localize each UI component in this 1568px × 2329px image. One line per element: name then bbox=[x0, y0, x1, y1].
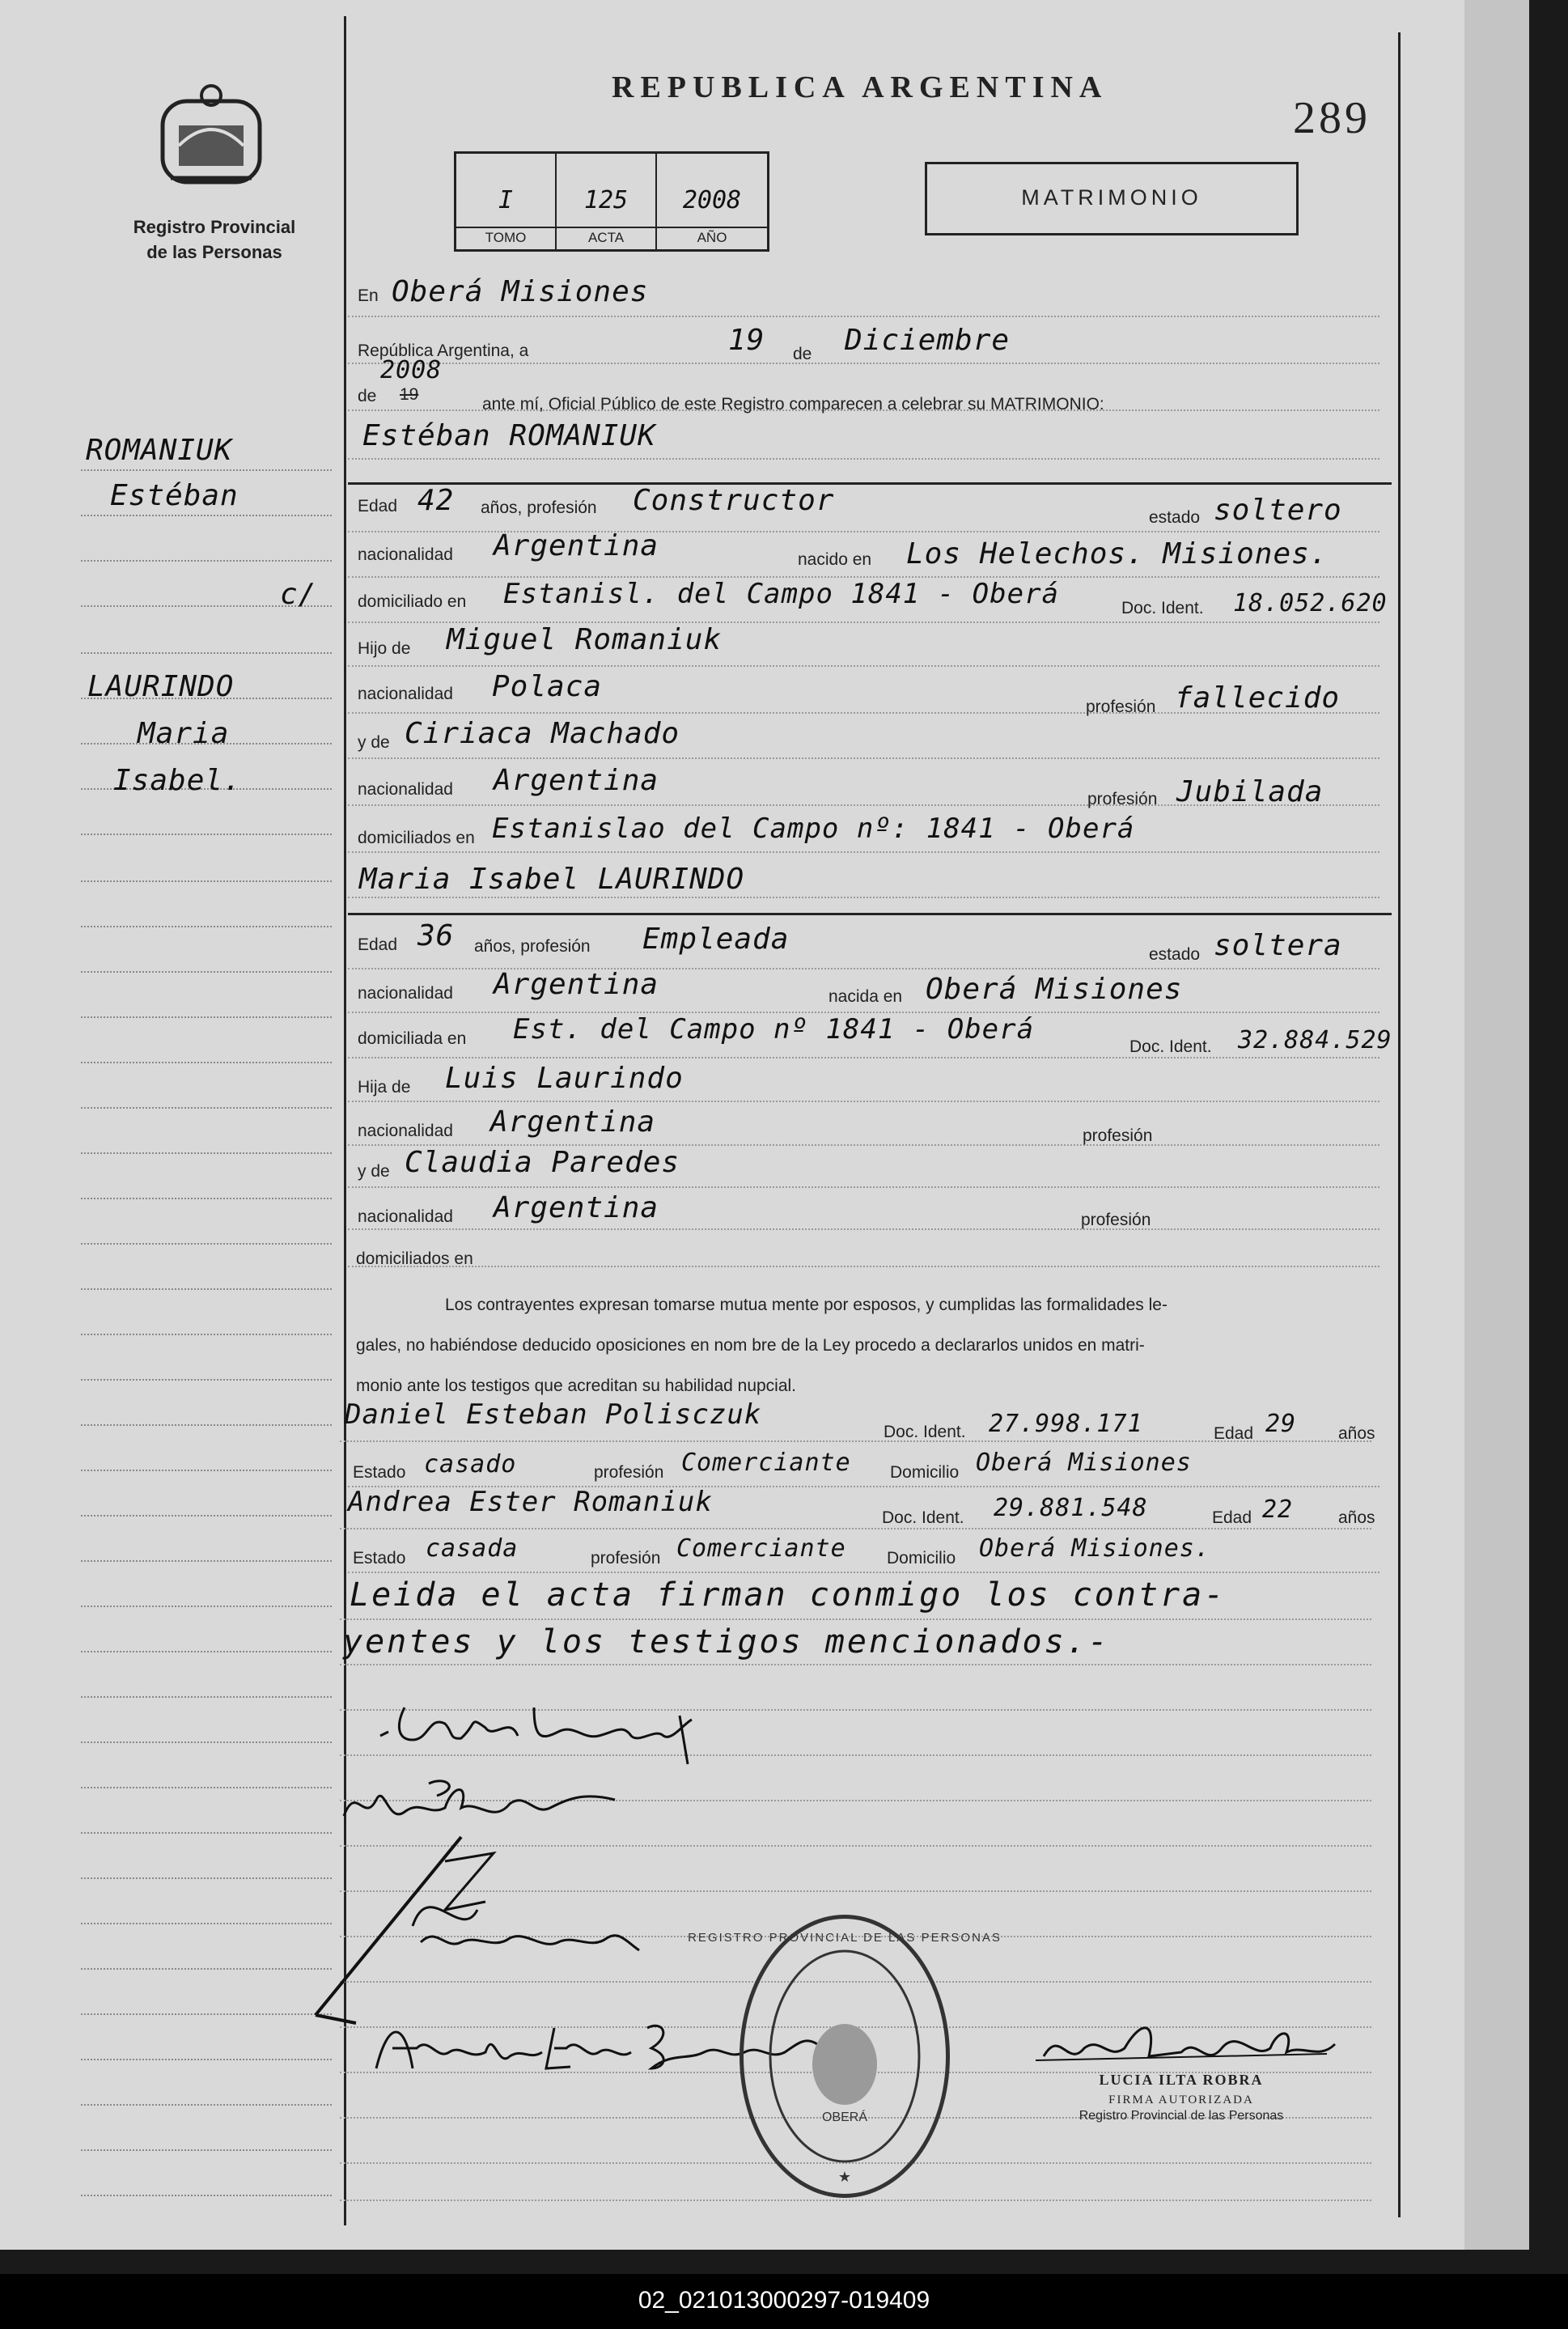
margin-rule bbox=[81, 1923, 332, 1924]
margin-rule bbox=[81, 1651, 332, 1652]
ano-cell bbox=[657, 154, 767, 249]
margin-rule bbox=[81, 1877, 332, 1879]
witness1-profesion: Comerciante bbox=[681, 1449, 851, 1477]
margin-rule bbox=[81, 1832, 332, 1834]
margin-rule bbox=[81, 1515, 332, 1517]
witness2-estado: casada bbox=[426, 1534, 519, 1563]
main-rule bbox=[340, 2200, 1371, 2201]
bride-estado-label: estado bbox=[1149, 945, 1201, 964]
official-title: FIRMA AUTORIZADA bbox=[1108, 2094, 1254, 2106]
year-struck: 19 bbox=[400, 385, 419, 404]
bride-mother: Claudia Paredes bbox=[405, 1146, 680, 1179]
groom-parents-dom: Estanislao del Campo nº: 1841 - Oberá bbox=[492, 812, 1135, 845]
registry-index-box bbox=[454, 151, 769, 252]
bride-estado: soltera bbox=[1214, 929, 1342, 962]
ceremony-month: Diciembre bbox=[845, 324, 1011, 357]
groom-yde-label: y de bbox=[358, 733, 390, 752]
groom-father: Miguel Romaniuk bbox=[447, 623, 723, 656]
bride-father-prof-label: profesión bbox=[1083, 1126, 1153, 1145]
bride-nacida: Oberá Misiones bbox=[926, 973, 1183, 1006]
ano-label: AÑO bbox=[657, 227, 767, 246]
groom-mother-prof-label: profesión bbox=[1087, 790, 1158, 808]
witness1-edad: 29 bbox=[1265, 1410, 1297, 1438]
witness1-signature bbox=[299, 1829, 655, 2023]
bride-hija-label: Hija de bbox=[358, 1078, 411, 1097]
witness2-domicilio: Oberá Misiones. bbox=[979, 1534, 1210, 1563]
act-type-box bbox=[925, 162, 1299, 235]
margin-rule bbox=[81, 1470, 332, 1471]
main-rule bbox=[348, 757, 1379, 759]
margin-rule bbox=[81, 1107, 332, 1109]
main-rule bbox=[348, 1572, 1379, 1573]
acta-value: 125 bbox=[583, 186, 629, 214]
main-rule bbox=[348, 665, 1379, 667]
witness2-profesion: Comerciante bbox=[676, 1534, 846, 1563]
margin-groom-name: Estéban bbox=[110, 479, 239, 512]
bride-mother-nac-label: nacionalidad bbox=[358, 1207, 453, 1226]
witness1-estado: casado bbox=[424, 1450, 517, 1478]
scan-id-caption: 02_021013000297-019409 bbox=[638, 2287, 930, 2314]
bride-mother-prof-label: profesión bbox=[1081, 1211, 1151, 1229]
legal-declaration bbox=[356, 1285, 1388, 1406]
main-rule bbox=[348, 1186, 1379, 1188]
bride-doc-label: Doc. Ident. bbox=[1129, 1037, 1212, 1056]
section-divider bbox=[348, 482, 1392, 485]
groom-dom-label: domiciliado en bbox=[358, 592, 467, 611]
groom-father-prof-label: profesión bbox=[1086, 698, 1156, 716]
witness2-anios-label: años bbox=[1338, 1508, 1375, 1527]
margin-rule bbox=[81, 1016, 332, 1018]
margin-rule bbox=[81, 1198, 332, 1199]
margin-rule bbox=[81, 652, 332, 654]
official-name: LUCIA ILTA ROBRA bbox=[1099, 2072, 1264, 2088]
svg-text:★: ★ bbox=[837, 2169, 852, 2185]
margin-rule bbox=[81, 1560, 332, 1562]
bride-yde-label: y de bbox=[358, 1162, 390, 1181]
margin-rule bbox=[81, 926, 332, 927]
de-label: de bbox=[793, 345, 812, 363]
witness2-dom-label: Domicilio bbox=[887, 1549, 956, 1568]
margin-rule bbox=[81, 2195, 332, 2196]
republica-label: República Argentina, a bbox=[358, 342, 529, 360]
groom-domicilio: Estanisl. del Campo 1841 - Oberá bbox=[503, 578, 1060, 610]
groom-hijo-label: Hijo de bbox=[358, 639, 411, 658]
groom-anios-label: años, profesión bbox=[481, 498, 597, 517]
bride-domicilio: Est. del Campo nº 1841 - Oberá bbox=[513, 1013, 1035, 1046]
bride-nacida-label: nacida en bbox=[828, 987, 903, 1006]
bride-father-nac-label: nacionalidad bbox=[358, 1122, 453, 1140]
margin-rule bbox=[81, 1334, 332, 1335]
groom-estado: soltero bbox=[1214, 494, 1342, 527]
margin-rule bbox=[81, 560, 332, 562]
margin-rule bbox=[81, 1696, 332, 1698]
margin-groom-surname: ROMANIUK bbox=[86, 434, 233, 467]
witness1-domicilio: Oberá Misiones bbox=[976, 1449, 1192, 1477]
main-rule bbox=[340, 1528, 1371, 1529]
groom-doc: 18.052.620 bbox=[1233, 589, 1388, 617]
margin-rule bbox=[81, 1243, 332, 1245]
bride-name: Maria Isabel LAURINDO bbox=[359, 863, 745, 896]
groom-nacionalidad: Argentina bbox=[494, 529, 659, 562]
witness1-edad-label: Edad bbox=[1214, 1424, 1254, 1443]
bride-father-nac: Argentina bbox=[490, 1105, 656, 1139]
stamp-center-text: OBERÁ bbox=[821, 2111, 868, 2124]
groom-doc-label: Doc. Ident. bbox=[1121, 599, 1204, 617]
main-rule bbox=[348, 1101, 1379, 1102]
official-signature bbox=[1036, 2012, 1343, 2077]
groom-edad: 42 bbox=[417, 484, 455, 517]
official-org: Registro Provincial de las Personas bbox=[1079, 2109, 1284, 2123]
groom-father-prof: fallecido bbox=[1175, 681, 1341, 715]
act-type-label: MATRIMONIO bbox=[1021, 185, 1202, 210]
witness2-edad-label: Edad bbox=[1212, 1508, 1252, 1527]
margin-rule bbox=[81, 1741, 332, 1743]
witness1-prof-label: profesión bbox=[594, 1463, 664, 1482]
tomo-value: I bbox=[498, 186, 514, 214]
margin-rule bbox=[81, 2013, 332, 2015]
main-rule bbox=[348, 316, 1379, 317]
groom-signature bbox=[372, 1691, 712, 1764]
bride-parents-dom-label: domiciliados en bbox=[356, 1249, 473, 1268]
declaration-line2: gales, no habiéndose deducido oposiciones en nom bre de la Ley procedo a declararlos unidos en matri- bbox=[356, 1336, 1145, 1355]
witness2-doc: 29.881.548 bbox=[994, 1494, 1148, 1522]
margin-rule bbox=[81, 515, 332, 516]
main-rule bbox=[348, 458, 1379, 460]
country-title: REPUBLICA ARGENTINA bbox=[612, 70, 1108, 104]
main-rule bbox=[340, 1618, 1371, 1620]
bride-profesion: Empleada bbox=[642, 923, 790, 956]
margin-rule bbox=[81, 2059, 332, 2060]
margin-rule bbox=[81, 2149, 332, 2151]
main-rule bbox=[348, 1228, 1379, 1230]
bride-dom-label: domiciliada en bbox=[358, 1029, 467, 1048]
margin-rule bbox=[81, 971, 332, 973]
margin-rule bbox=[81, 1288, 332, 1290]
margin-rule bbox=[81, 1606, 332, 1607]
margin-bride-name: Maria bbox=[138, 717, 230, 750]
main-rule bbox=[348, 851, 1379, 853]
groom-estado-label: estado bbox=[1149, 508, 1201, 527]
groom-mother-prof: Jubilada bbox=[1176, 775, 1324, 808]
groom-parents-dom-label: domiciliados en bbox=[358, 829, 475, 847]
main-rule bbox=[348, 363, 1379, 364]
margin-rule bbox=[81, 1968, 332, 1970]
declaration-line1: Los contrayentes expresan tomarse mutua mente por esposos, y cumplidas las formalidades le- bbox=[445, 1296, 1168, 1314]
ceremony-year: 2008 bbox=[380, 356, 443, 384]
witness1-name: Daniel Esteban Polisczuk bbox=[345, 1398, 762, 1431]
official-seal-stamp bbox=[688, 1915, 1002, 2198]
declaration-line3: monio ante los testigos que acreditan su habilidad nupcial. bbox=[356, 1377, 797, 1395]
witness1-anios-label: años bbox=[1338, 1424, 1375, 1443]
margin-rule bbox=[81, 1379, 332, 1381]
groom-edad-label: Edad bbox=[358, 497, 398, 515]
witness1-doc-label: Doc. Ident. bbox=[884, 1423, 966, 1441]
page-edge bbox=[1464, 0, 1529, 2250]
ano-value: 2008 bbox=[682, 186, 742, 214]
bride-edad: 36 bbox=[417, 919, 455, 952]
groom-mother: Ciriaca Machado bbox=[405, 717, 680, 750]
closing-line1: Leida el acta firman conmigo los contra- bbox=[350, 1576, 1227, 1614]
registry-line2: de las Personas bbox=[146, 241, 282, 262]
official-signature-block bbox=[1019, 2072, 1343, 2123]
bride-edad-label: Edad bbox=[358, 935, 398, 954]
bride-nacionalidad: Argentina bbox=[494, 968, 659, 1001]
groom-mother-nac-label: nacionalidad bbox=[358, 780, 453, 799]
margin-rule bbox=[81, 2104, 332, 2106]
groom-nacido-label: nacido en bbox=[798, 550, 872, 569]
year-de-label: de bbox=[358, 387, 377, 405]
page-number: 289 bbox=[1293, 93, 1371, 143]
groom-father-nac-label: nacionalidad bbox=[358, 685, 453, 703]
tomo-cell bbox=[456, 154, 557, 249]
groom-father-nac: Polaca bbox=[492, 670, 603, 703]
registry-seal-logo bbox=[159, 81, 264, 194]
main-rule bbox=[348, 1057, 1379, 1058]
acta-cell bbox=[557, 154, 657, 249]
witness2-name: Andrea Ester Romaniuk bbox=[348, 1486, 713, 1518]
margin-rule bbox=[81, 1787, 332, 1788]
margin-bride-surname: LAURINDO bbox=[87, 670, 235, 703]
witness2-estado-label: Estado bbox=[353, 1549, 406, 1568]
witness2-doc-label: Doc. Ident. bbox=[882, 1508, 964, 1527]
place-of-ceremony: Oberá Misiones bbox=[392, 275, 649, 308]
margin-rule bbox=[81, 1424, 332, 1426]
groom-mother-nac: Argentina bbox=[494, 764, 659, 797]
witness1-dom-label: Domicilio bbox=[890, 1463, 960, 1482]
margin-bride-name2: Isabel. bbox=[113, 764, 242, 797]
stamp-ring-text: REGISTRO PROVINCIAL DE LAS PERSONAS bbox=[688, 1931, 1002, 1945]
main-rule bbox=[348, 897, 1379, 898]
acta-label: ACTA bbox=[557, 227, 655, 246]
main-rule bbox=[340, 1664, 1371, 1665]
margin-rule bbox=[81, 1062, 332, 1063]
groom-nac-label: nacionalidad bbox=[358, 545, 453, 564]
intro-statement: ante mí, Oficial Público de este Registro comparecen a celebrar su MATRIMONIO: bbox=[482, 395, 1104, 414]
bride-father: Luis Laurindo bbox=[445, 1062, 684, 1095]
en-label: En bbox=[358, 286, 379, 305]
bride-mother-nac: Argentina bbox=[494, 1191, 659, 1224]
groom-profesion: Constructor bbox=[633, 484, 835, 517]
witness1-estado-label: Estado bbox=[353, 1463, 406, 1482]
right-border bbox=[1398, 32, 1401, 2217]
margin-rule bbox=[81, 1152, 332, 1154]
closing-line2: yentes y los testigos mencionados.- bbox=[343, 1623, 1110, 1661]
witness2-edad: 22 bbox=[1262, 1495, 1294, 1524]
groom-name: Estéban ROMANIUK bbox=[362, 419, 656, 452]
witness1-doc: 27.998.171 bbox=[989, 1410, 1143, 1438]
bride-anios-label: años, profesión bbox=[474, 937, 591, 956]
witness2-prof-label: profesión bbox=[591, 1549, 661, 1568]
bride-doc: 32.884.529 bbox=[1238, 1026, 1392, 1054]
section-divider bbox=[348, 913, 1392, 915]
margin-conjunction: c/ bbox=[280, 578, 317, 611]
margin-rule bbox=[81, 834, 332, 835]
margin-rule bbox=[81, 880, 332, 882]
registry-name bbox=[105, 215, 324, 265]
margin-rule bbox=[81, 469, 332, 471]
tomo-label: TOMO bbox=[456, 227, 555, 246]
ceremony-day: 19 bbox=[728, 324, 765, 357]
bride-nac-label: nacionalidad bbox=[358, 984, 453, 1003]
main-rule bbox=[348, 1266, 1379, 1267]
groom-nacido: Los Helechos. Misiones. bbox=[906, 537, 1329, 571]
registry-line1: Registro Provincial bbox=[133, 217, 296, 237]
